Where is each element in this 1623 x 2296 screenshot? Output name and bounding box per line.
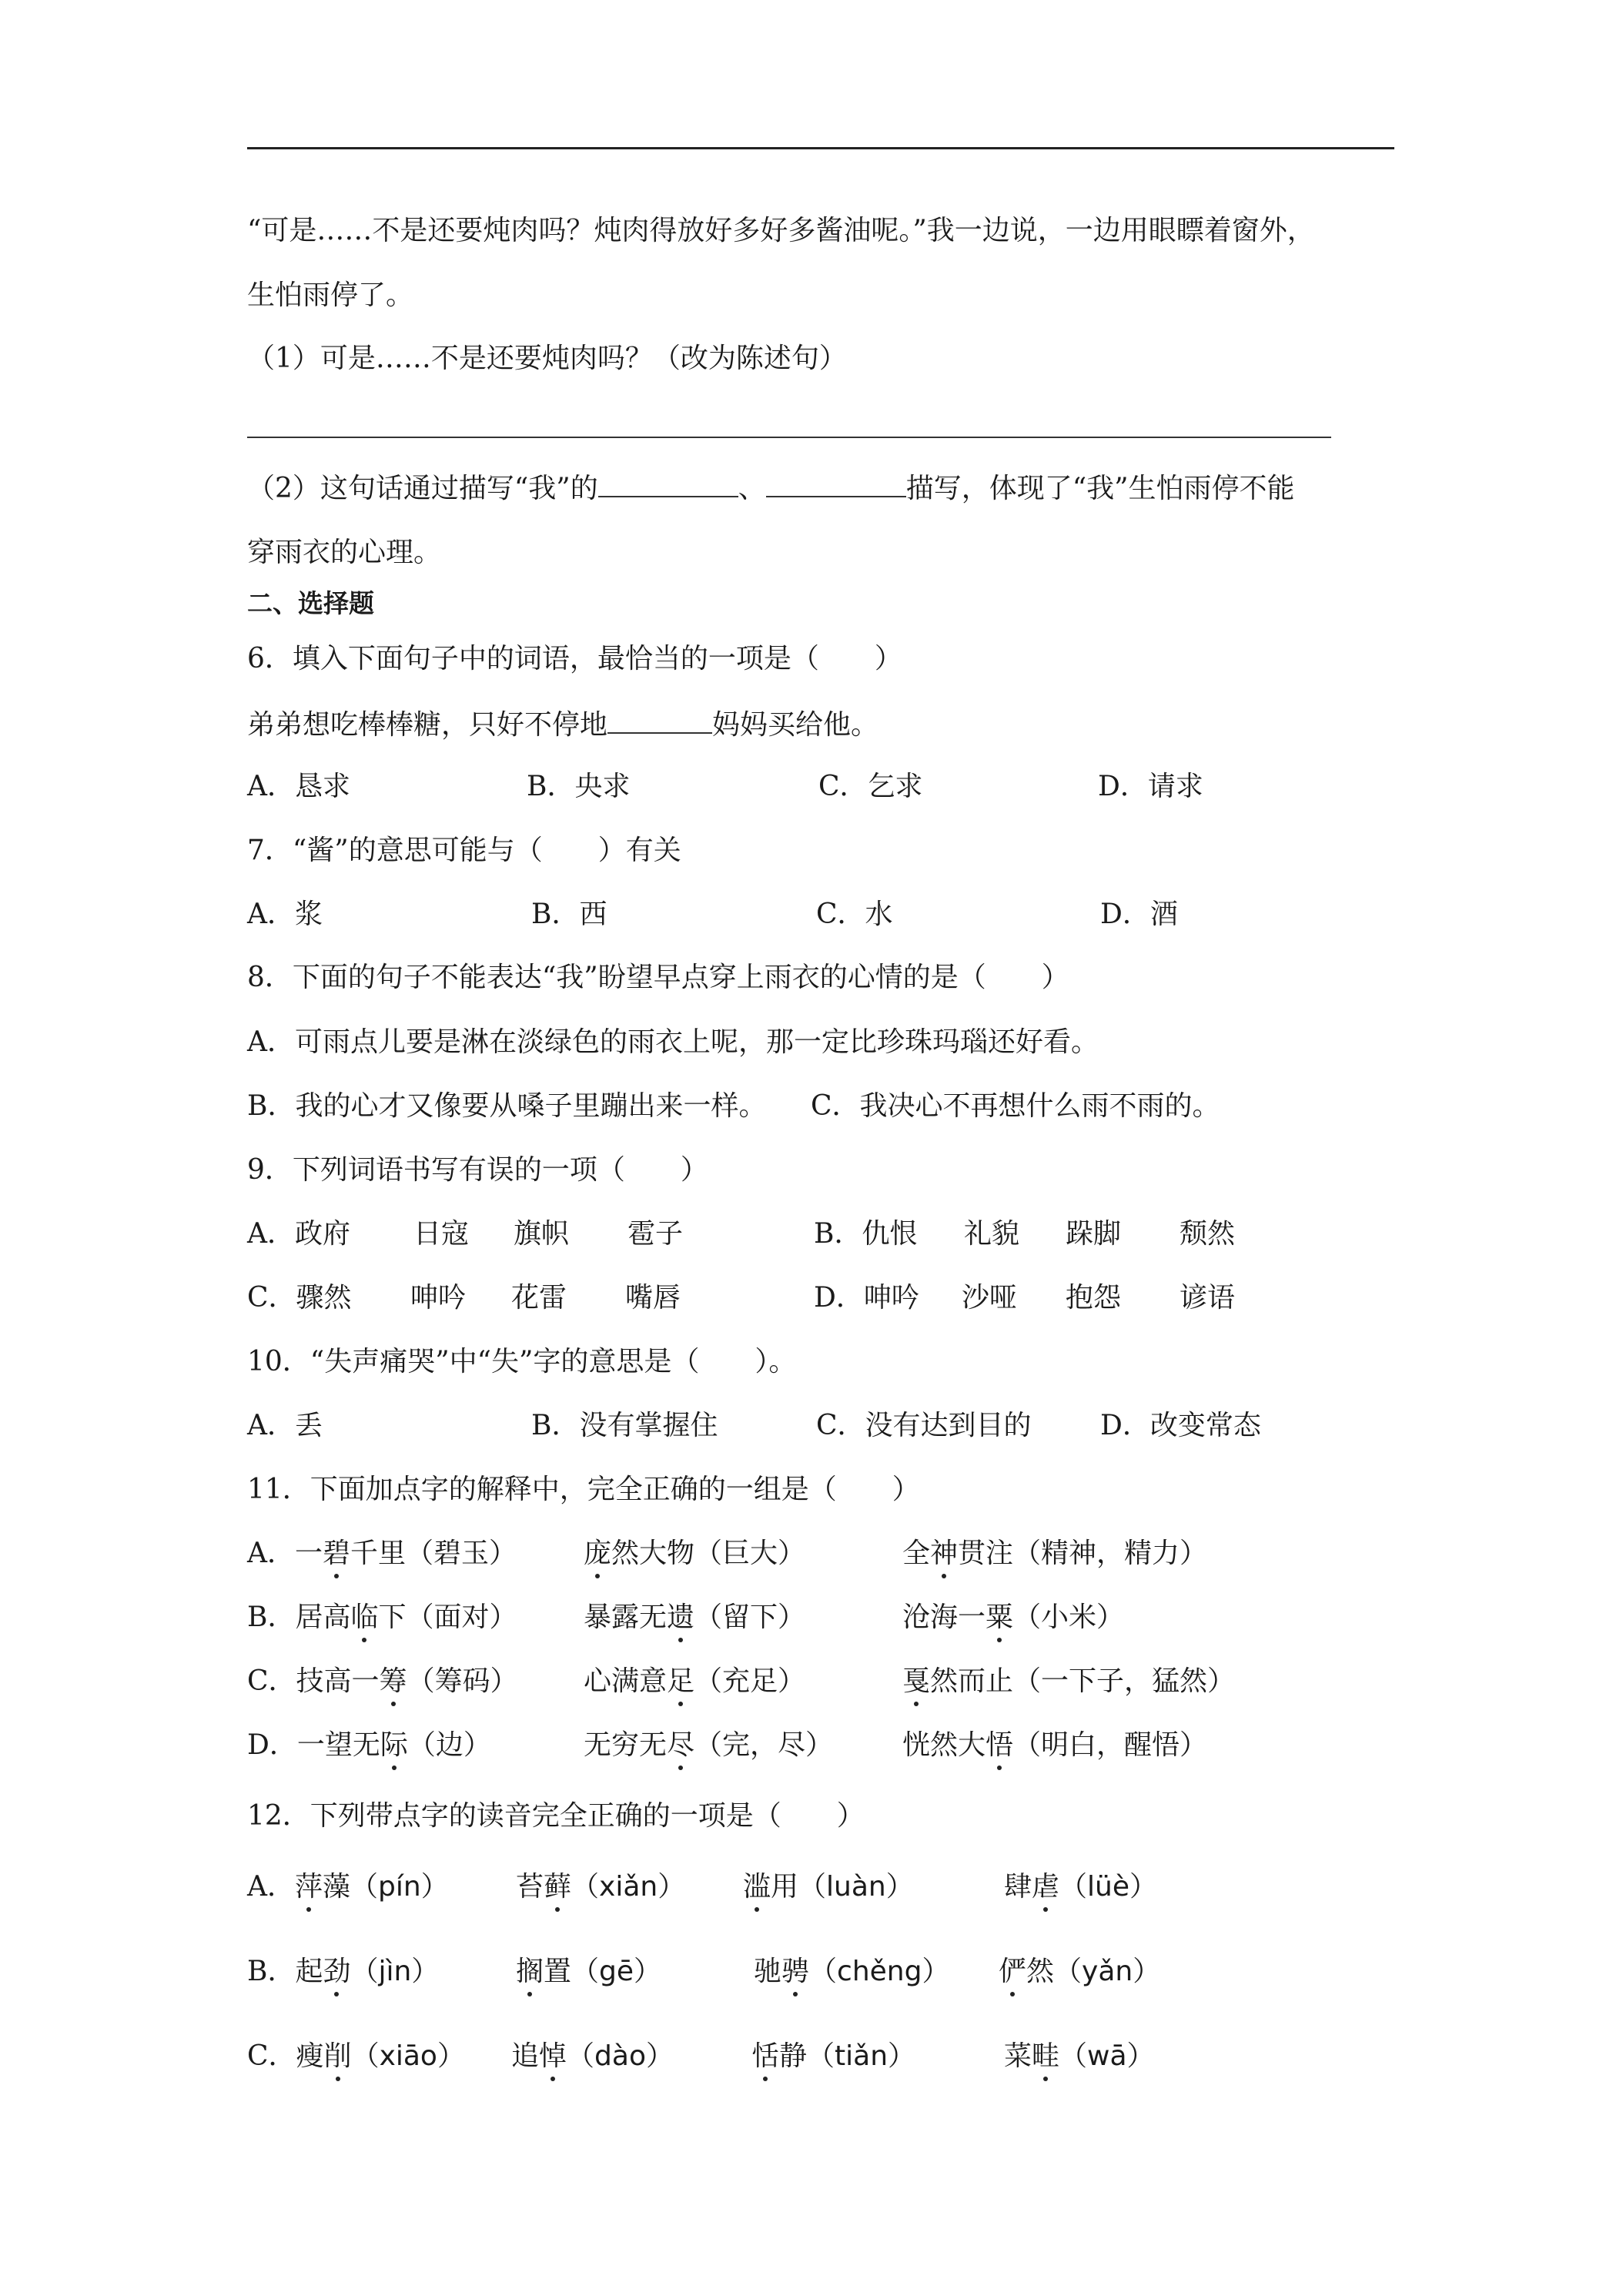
q12-option-c[interactable] [247, 2040, 465, 2072]
q10-option-d[interactable]: D．改变常态 [1100, 1410, 1261, 1441]
pinyin: （gē） [571, 1956, 662, 1987]
q11-text: 沧海一 [902, 1602, 986, 1633]
q11-text: 然大物（巨大） [611, 1538, 806, 1569]
q11-text: D．一望无 [247, 1729, 380, 1761]
q12-text: 驰 [754, 1956, 782, 1987]
q6-sentence-b: 妈妈买给他。 [712, 709, 879, 741]
q11-text: 千里（碧玉） [350, 1538, 517, 1569]
q11-item [902, 1665, 1236, 1697]
q6-sentence [247, 709, 878, 739]
dotted-char: 滥 [743, 1871, 771, 1903]
sub-question-1: （1）可是……不是还要炖肉吗？（改为陈述句） [247, 343, 847, 374]
dotted-char: 劲 [323, 1956, 351, 1987]
q12-text: 肆 [1004, 1871, 1032, 1903]
q11-text: B．居高 [247, 1602, 351, 1633]
q9-stem: 9．下列词语书写有误的一项（ ） [247, 1154, 708, 1186]
q12-item [511, 2040, 674, 2072]
q6-stem: 6．填入下面句子中的词语，最恰当的一项是（ ） [247, 643, 902, 674]
q9-word: 嘴唇 [625, 1282, 681, 1314]
q9-word: 呻吟 [410, 1282, 467, 1314]
q8-option-b[interactable]: B．我的心才又像要从嗓子里蹦出来一样。 [247, 1090, 767, 1122]
dotted-char: 神 [930, 1538, 959, 1569]
q9-word: 旗帜 [514, 1218, 570, 1250]
q12-text: A． [247, 1871, 295, 1903]
pinyin: （xiǎn） [571, 1871, 686, 1903]
q10-option-a[interactable]: A．丢 [247, 1410, 323, 1441]
dotted-char: 粟 [986, 1602, 1014, 1633]
q11-option-b[interactable] [247, 1604, 517, 1632]
q11-item [902, 1540, 1207, 1568]
q12-text: 菜 [1004, 2040, 1032, 2072]
q7-stem: 7．“酱”的意思可能与（ ）有关 [247, 835, 681, 866]
q9-word: 谚语 [1180, 1282, 1236, 1314]
q10-option-b[interactable]: B．没有掌握住 [531, 1410, 718, 1441]
q12-item [516, 1958, 661, 1986]
dotted-char: 畦 [1032, 2040, 1060, 2072]
q8-option-c[interactable]: C．我决心不再想什么雨不雨的。 [811, 1090, 1220, 1122]
q12-option-a[interactable] [247, 1873, 449, 1901]
q11-text: 暴露无 [584, 1602, 668, 1633]
q7-option-d[interactable]: D．酒 [1100, 899, 1178, 930]
q11-text: （完，尽） [694, 1729, 834, 1761]
dotted-char: 庞 [584, 1538, 612, 1569]
dotted-char: 遗 [667, 1602, 695, 1633]
q12-text: 藻 [323, 1871, 351, 1903]
pinyin: （yǎn） [1054, 1956, 1161, 1987]
q11-text: C．技高一 [247, 1665, 380, 1697]
q9-word: 沙哑 [962, 1282, 1018, 1314]
q9-word: 礼貌 [964, 1218, 1020, 1250]
answer-line[interactable] [247, 437, 1331, 438]
q7-option-b[interactable]: B．西 [531, 899, 607, 930]
q11-text: （充足） [694, 1665, 806, 1697]
q11-text: 全 [902, 1538, 931, 1569]
q8-option-a[interactable]: A．可雨点儿要是淋在淡绿色的雨衣上呢，那一定比珍珠玛瑙还好看。 [247, 1026, 1099, 1058]
q11-option-c[interactable] [247, 1665, 518, 1697]
q12-item [743, 1873, 914, 1901]
q11-option-a[interactable] [247, 1540, 517, 1568]
q11-text: （留下） [694, 1602, 806, 1633]
pinyin: （dào） [567, 2040, 674, 2072]
q12-text: B．起 [247, 1956, 323, 1987]
sub-question-2-sep: 、 [738, 473, 766, 504]
q12-item [999, 1958, 1160, 1986]
dotted-char: 悟 [986, 1729, 1014, 1761]
q11-text: A．一 [247, 1538, 323, 1569]
q11-item [584, 1729, 834, 1761]
q7-option-c[interactable]: C．水 [816, 899, 893, 930]
top-rule [247, 147, 1394, 149]
dotted-char: 临 [350, 1602, 379, 1633]
q11-option-d[interactable] [247, 1729, 491, 1761]
q6-option-b[interactable]: B．央求 [527, 771, 631, 802]
blank-2[interactable] [766, 473, 906, 497]
dotted-char: 骋 [781, 1956, 810, 1987]
dotted-char: 削 [323, 2040, 352, 2072]
dotted-char: 戛 [902, 1665, 931, 1697]
q12-text: 苔 [516, 1871, 544, 1903]
q11-text: 然而止（一下子，猛然） [930, 1665, 1236, 1697]
dotted-char: 足 [667, 1665, 695, 1697]
q9-word: 颓然 [1180, 1218, 1236, 1250]
q12-text: 置 [544, 1956, 572, 1987]
q11-text: （小米） [1013, 1602, 1125, 1633]
q9-word: 雹子 [627, 1218, 684, 1250]
q11-item [902, 1604, 1124, 1632]
dotted-char: 恬 [751, 2040, 780, 2072]
dotted-char: 萍 [295, 1871, 323, 1903]
q6-option-d[interactable]: D．请求 [1098, 771, 1203, 802]
pinyin: （tiǎn） [807, 2040, 916, 2072]
q9-option-b[interactable]: B．仇恨 [814, 1218, 918, 1250]
q12-text: 用 [771, 1871, 799, 1903]
q11-text: 心满意 [584, 1665, 668, 1697]
dotted-char: 碧 [323, 1538, 351, 1569]
sub-question-2 [247, 473, 1295, 503]
q9-word: 跺脚 [1066, 1218, 1122, 1250]
q8-stem: 8．下面的句子不能表达“我”盼望早点穿上雨衣的心情的是（ ） [247, 962, 1069, 993]
q9-option-d[interactable]: D．呻吟 [814, 1282, 919, 1314]
q6-option-a[interactable]: A．恳求 [247, 771, 350, 802]
q11-stem: 11．下面加点字的解释中，完全正确的一组是（ ） [247, 1474, 920, 1505]
q9-option-c[interactable]: C．骤然 [247, 1282, 352, 1314]
q7-option-a[interactable]: A．浆 [247, 899, 323, 930]
q9-word: 花雷 [511, 1282, 567, 1314]
q11-item [584, 1604, 805, 1632]
dotted-char: 际 [380, 1729, 408, 1761]
dotted-char: 悼 [539, 2040, 567, 2072]
pinyin: （chěng） [809, 1956, 950, 1987]
q10-option-c[interactable]: C．没有达到目的 [816, 1410, 1032, 1441]
q9-option-a[interactable]: A．政府 [247, 1218, 350, 1250]
passage-line-2: 生怕雨停了。 [247, 279, 414, 311]
pinyin: （pín） [350, 1871, 449, 1903]
q9-word: 日寇 [413, 1218, 470, 1250]
q10-stem: 10．“失声痛哭”中“失”字的意思是（ ）。 [247, 1346, 797, 1377]
pinyin: （xiāo） [351, 2040, 465, 2072]
q12-item [751, 2040, 916, 2072]
q12-stem: 12．下列带点字的读音完全正确的一项是（ ） [247, 1800, 865, 1832]
sub-question-2-line-2: 穿雨衣的心理。 [247, 537, 442, 568]
pinyin: （jìn） [350, 1956, 440, 1987]
q6-blank[interactable] [607, 709, 712, 734]
passage-line-1: “可是……不是还要炖肉吗？炖肉得放好多好多酱油呢。”我一边说，一边用眼瞟着窗外， [247, 215, 1315, 246]
pinyin: （luàn） [798, 1871, 914, 1903]
q11-item [584, 1540, 805, 1568]
q6-option-c[interactable]: C．乞求 [818, 771, 923, 802]
section-title: 二、选择题 [247, 588, 374, 618]
q11-text: 贯注（精神，精力） [958, 1538, 1208, 1569]
q11-text: 恍然大 [902, 1729, 986, 1761]
q12-text: 静 [779, 2040, 808, 2072]
q11-text: （边） [407, 1729, 491, 1761]
q12-option-b[interactable] [247, 1958, 439, 1986]
q12-text: 然 [1026, 1956, 1055, 1987]
q12-item [1004, 2040, 1155, 2072]
q9-word: 抱怨 [1066, 1282, 1122, 1314]
dotted-char: 藓 [544, 1871, 572, 1903]
q6-sentence-a: 弟弟想吃棒棒糖，只好不停地 [247, 709, 608, 741]
dotted-char: 俨 [999, 1956, 1027, 1987]
pinyin: （lüè） [1059, 1871, 1157, 1903]
dotted-char: 搁 [516, 1956, 544, 1987]
q11-text: 下（面对） [378, 1602, 517, 1633]
q12-item [754, 1958, 949, 1986]
sub-question-2-text-a: （2）这句话通过描写“我”的 [247, 473, 598, 504]
q12-item [516, 1873, 685, 1901]
q11-text: （筹码） [407, 1665, 518, 1697]
q12-item [1004, 1873, 1157, 1901]
q11-text: 无穷无 [584, 1729, 668, 1761]
dotted-char: 虐 [1032, 1871, 1060, 1903]
blank-1[interactable] [598, 473, 738, 497]
dotted-char: 筹 [379, 1665, 407, 1697]
pinyin: （wā） [1059, 2040, 1155, 2072]
q11-item [584, 1665, 806, 1697]
q11-text: （明白，醒悟） [1013, 1729, 1208, 1761]
dotted-char: 尽 [667, 1729, 695, 1761]
sub-question-2-text-b: 描写，体现了“我”生怕雨停不能 [905, 473, 1295, 504]
q11-item [902, 1729, 1208, 1761]
q12-text: C．瘦 [247, 2040, 324, 2072]
q12-text: 追 [511, 2040, 540, 2072]
